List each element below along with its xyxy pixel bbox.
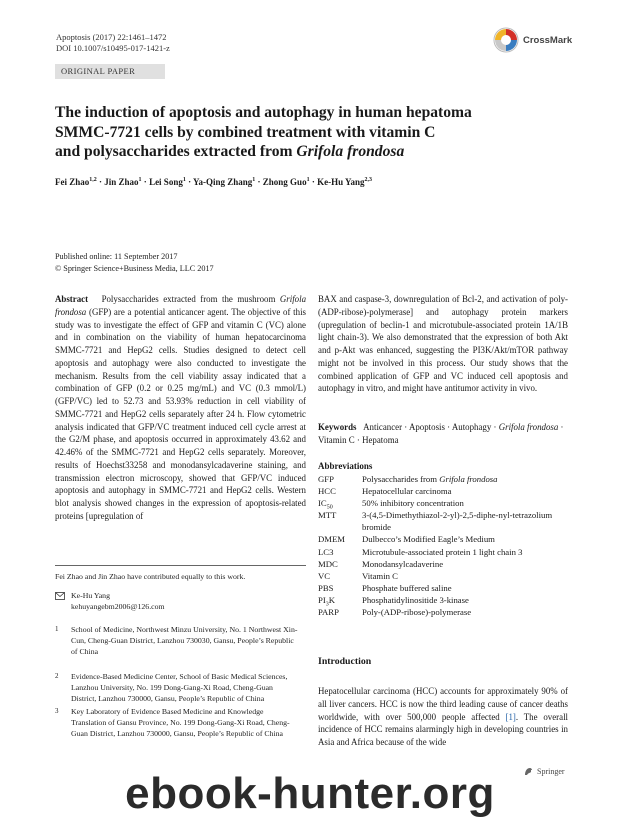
watermark: ebook-hunter.org [125, 769, 495, 818]
abbreviation-row: LC3 Microtubule-associated protein 1 light chain 3 [318, 546, 523, 557]
title-line-3-text: and polysaccharides extracted from [55, 143, 297, 160]
abbreviation-row: GFP Polysaccharides from Grifola frondosa [318, 474, 498, 484]
envelope-icon [55, 592, 65, 600]
published-date: Published online: 11 September 2017 [55, 252, 178, 261]
abbreviations-heading: Abbreviations [318, 461, 373, 471]
abbreviation-row: MDC Monodansylcadaverine [318, 558, 444, 569]
contact-name: Ke-Hu Yang [71, 591, 110, 600]
contact-email[interactable]: kehuyangebm2006@126.com [71, 602, 165, 611]
author-separator: · [309, 177, 318, 187]
doi-line: DOI 10.1007/s10495-017-1421-z [56, 43, 170, 53]
abstract-right-column [318, 293, 568, 395]
abbreviation-row: PBS Phosphate buffered saline [318, 582, 452, 593]
springer-logo: Springer [523, 766, 565, 777]
equal-contribution-note: Fei Zhao and Jin Zhao have contributed equally to this work. [55, 572, 246, 581]
journal-header [56, 32, 170, 54]
keywords-text-1: Anticancer · Apoptosis · Autophagy · [363, 422, 497, 432]
author[interactable]: Lei Song$^1$ [149, 177, 186, 187]
abstract-left-column [55, 293, 306, 523]
title-species: Grifola frondosa [296, 143, 405, 160]
introduction-text [318, 685, 568, 749]
crossmark-label: CrossMark [523, 34, 573, 46]
corresponding-author [55, 590, 306, 612]
paper-title [55, 103, 575, 162]
abstract-continued: BAX and caspase-3, downregulation of Bcl-2, and activation of poly-(ADP-ribose)-polymerase] and autophagy protein markers (upregulation of beclin-1 and microtubule-associated protein 1A/1B light chain-3). We also demonstrated that the expression of both Akt and p-Akt was enhanced, suggesting the PI3K/Akt/mTOR pathway might not be involved in this process. Our study shows that the combined application of GFP and VC induced cell apoptosis and autophagy in vitro, and might have antitumor activity in vivo. [318, 294, 568, 394]
author[interactable]: Jin Zhao$^1$ [104, 177, 142, 187]
title-line-1: The induction of apoptosis and autophagy in human hepatoma [55, 104, 472, 121]
reference-link[interactable]: [1] [505, 711, 516, 722]
introduction-heading: Introduction [318, 656, 372, 667]
affiliation-3: 3 Key Laboratory of Evidence Based Medicine and Knowledge Translation of Gansu Province, No. 199 Dong-Gang-Xi Road, Cheng-Guan District, Lanzhou 730000, Gansu, People’s Republic of China [55, 707, 290, 738]
author[interactable]: Fei Zhao$^{1,2}$ [55, 177, 97, 187]
author[interactable]: Ya-Qing Zhang$^1$ [193, 177, 256, 187]
crossmark-badge[interactable] [493, 27, 572, 53]
crossmark-icon [493, 27, 519, 53]
intro-text-2: . The overall incidence of HCC remains alarmingly high in developing countries in Asia and Africa because of the wide [318, 711, 568, 747]
publication-info [55, 251, 214, 275]
keywords-heading: Keywords [318, 422, 357, 432]
abstract-heading: Abstract [55, 294, 89, 304]
title-line-2: SMMC-7721 cells by combined treatment with vitamin C [55, 123, 436, 141]
title-line-3 [55, 142, 575, 162]
author-list [55, 177, 372, 187]
abbreviation-row: VC Vitamin C [318, 570, 398, 581]
author[interactable]: Zhong Guo$^1$ [262, 177, 310, 187]
author-separator: · [185, 177, 193, 187]
abbreviation-row: DMEM Dulbecco’s Modified Eagle’s Medium [318, 534, 495, 545]
abbreviation-row: $IC_{50}$ 50% inhibitory concentration [318, 498, 464, 511]
copyright: © Springer Science+Business Media, LLC 2017 [55, 264, 214, 273]
abbreviations-list [318, 473, 573, 618]
abstract-species: Grifola frondosa [55, 294, 307, 317]
abstract-text-1: Polysaccharides extracted from the mushroom [101, 294, 276, 304]
author[interactable]: Ke-Hu Yang$^{2,3}$ [317, 177, 373, 187]
abbreviation-row: PARP Poly-(ADP-ribose)-polymerase [318, 607, 472, 618]
keywords [318, 421, 568, 447]
intro-text-1: Hepatocellular carcinoma (HCC) accounts for approximately 90% of all liver cancers. HCC is now the third leading cause of cancer deaths worldwide, with over 500,000 people affected [318, 686, 568, 722]
abstract-text-2: (GFP) are a potential anticancer agent. The objective of this study was to investigate the effect of GFP and vitamin C (VC) alone and in combination on the viability of human hepatocarcinoma SMMC-7721 and HepG2 cells. Studies designed to detect cell apoptosis and autophagy were also conducted to investigate the mechanism. Results from the cell viability assay indicated that a combination of GFP (0.2 or 0.25 mg/mL) and VC (0.3 mmol/L) (GFP/VC) led to 52.73 and 53.93% reduction in cell viability of SMMC-7721 and HepG2 cells separately after 24 h. Flow cytometric analysis indicated that GFP/VC treatment induced cell cycle arrest at the G2/M phase, and apoptosis occurred in approximately 43.62 and 42.46% of the SMMC-7721 and HepG2 cells separately. Moreover, results of Hoechst33258 and monodansylcadaverine staining, and transmission electron microscopy, showed that GFP/VC induced apoptosis and autophagy in SMMC-7721 and HepG2 cells. Western blot analysis showed changes in the expression of apoptosis-related proteins [upregulation of [55, 306, 307, 521]
affiliation-2: 2 Evidence-Based Medicine Center, School of Basic Medical Sciences, Lanzhou University, No. 199 Dong-Gang-Xi Road, Cheng-Guan District, Lanzhou 730000, Gansu, People’s Republic of China [55, 672, 288, 703]
footnote-divider [55, 565, 306, 566]
author-separator: · [96, 177, 105, 187]
author-separator: · [255, 177, 263, 187]
abbreviation-row: $PI_3K$ Phosphatidylinositide 3-kinase [318, 594, 469, 608]
keywords-text-2: · Vitamin C · Hepatoma [318, 422, 564, 445]
journal-citation: Apoptosis (2017) 22:1461–1472 [56, 32, 167, 42]
section-banner: ORIGINAL PAPER [55, 64, 165, 79]
affiliation-1: 1 School of Medicine, Northwest Minzu University, No. 1 Northwest Xin-Cun, Cheng-Guan District, Lanzhou 730030, Gansu, People’s Republic of China [55, 625, 298, 656]
abbreviation-row: HCC Hepatocellular carcinoma [318, 486, 452, 497]
keywords-species: Grifola frondosa [498, 422, 559, 432]
abbreviation-row: MTT 3-(4,5-Dimethythiazol-2-yl)-2,5-diphe-nyl-tetrazolium bromide [318, 510, 553, 533]
author-separator: · [141, 177, 150, 187]
